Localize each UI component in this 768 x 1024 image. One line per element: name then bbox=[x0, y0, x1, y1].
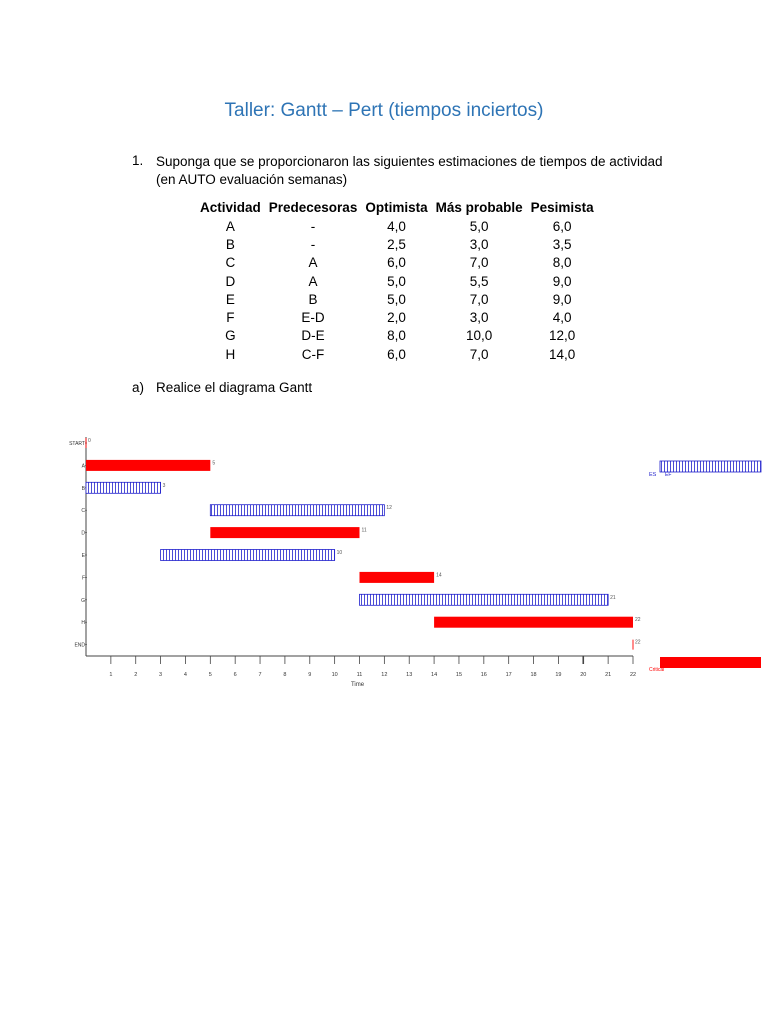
x-tick-label: 2 bbox=[134, 672, 138, 678]
slack-bar bbox=[360, 594, 609, 605]
x-tick-label: 20 bbox=[580, 672, 587, 678]
bar-end-label: 21 bbox=[610, 594, 616, 601]
cell-most-likely: 3,0 bbox=[469, 310, 489, 326]
bar-end-label: 10 bbox=[336, 550, 343, 556]
bar-end-label: 14 bbox=[436, 572, 442, 579]
x-tick-label: 3 bbox=[159, 672, 163, 678]
cell-pessimistic: 9,0 bbox=[552, 273, 572, 289]
subquestion-label: a) bbox=[132, 380, 145, 395]
cell-predecessors: E-D bbox=[301, 310, 325, 326]
header-optimistic: Optimista bbox=[365, 200, 428, 215]
x-tick-label: 6 bbox=[233, 672, 237, 678]
cell-most-likely: 5,5 bbox=[469, 273, 489, 289]
cell-activity: B bbox=[225, 236, 235, 252]
bar-end-label: 11 bbox=[361, 527, 367, 534]
cell-optimistic: 6,0 bbox=[387, 346, 406, 362]
bar-end-label: 12 bbox=[386, 505, 392, 512]
cell-most-likely: 7,0 bbox=[469, 291, 489, 307]
cell-optimistic: 5,0 bbox=[387, 273, 406, 289]
cell-predecessors: - bbox=[310, 236, 316, 252]
cell-activity: F bbox=[226, 310, 235, 326]
bar-end-label: 5 bbox=[212, 460, 216, 467]
cell-predecessors: D-E bbox=[301, 328, 325, 344]
cell-activity: G bbox=[225, 328, 236, 344]
question-line-1: Suponga que se proporcionaron las siguientes estimaciones de tiempos de actividad bbox=[156, 154, 663, 169]
cell-activity: D bbox=[225, 273, 236, 289]
x-tick-label: 15 bbox=[455, 672, 463, 678]
x-tick-label: 9 bbox=[308, 672, 312, 678]
x-tick-label: 22 bbox=[629, 672, 637, 678]
cell-optimistic: 4,0 bbox=[387, 218, 406, 234]
header-pessimistic: Pesimista bbox=[530, 200, 594, 215]
cell-activity: A bbox=[225, 218, 235, 234]
x-tick-label: 17 bbox=[505, 672, 512, 678]
x-tick-label: 8 bbox=[283, 672, 287, 678]
x-tick-label: 7 bbox=[258, 672, 262, 678]
row-label: C bbox=[81, 508, 85, 515]
x-tick-label: 13 bbox=[406, 672, 413, 678]
cell-pessimistic: 6,0 bbox=[552, 218, 572, 234]
row-label: START bbox=[69, 441, 85, 447]
cell-optimistic: 5,0 bbox=[387, 291, 406, 307]
cell-predecessors: C-F bbox=[301, 346, 325, 362]
slack-bar bbox=[210, 505, 384, 516]
bar-end-label: 3 bbox=[162, 482, 166, 489]
row-label: END bbox=[74, 642, 85, 649]
slack-bar bbox=[161, 550, 335, 561]
cell-predecessors: A bbox=[308, 255, 318, 271]
x-tick-label: 10 bbox=[331, 672, 338, 678]
cell-most-likely: 7,0 bbox=[469, 346, 489, 362]
cell-predecessors: A bbox=[308, 273, 318, 289]
row-label: B bbox=[81, 485, 85, 492]
cell-pessimistic: 8,0 bbox=[552, 255, 572, 271]
cell-optimistic: 2,5 bbox=[387, 236, 406, 252]
cell-optimistic: 8,0 bbox=[387, 328, 406, 344]
cell-activity: H bbox=[225, 346, 236, 362]
legend-label-ef: EF bbox=[665, 472, 672, 478]
cell-activity: E bbox=[225, 291, 235, 307]
row-label: F bbox=[81, 575, 85, 582]
x-tick-label: 12 bbox=[381, 672, 388, 678]
cell-pessimistic: 3,5 bbox=[552, 236, 572, 252]
cell-predecessors: B bbox=[308, 291, 318, 307]
legend-label-es: ES bbox=[649, 472, 657, 478]
x-tick-label: 18 bbox=[530, 672, 537, 678]
cell-activity: C bbox=[225, 255, 236, 271]
cell-most-likely: 5,0 bbox=[469, 218, 489, 234]
subquestion-text: Realice el diagrama Gantt bbox=[156, 380, 313, 395]
cell-predecessors: - bbox=[310, 218, 316, 234]
cell-pessimistic: 4,0 bbox=[552, 310, 572, 326]
row-label: E bbox=[81, 553, 85, 559]
question-line-2: (en AUTO evaluación semanas) bbox=[156, 172, 348, 187]
question-number: 1. bbox=[132, 153, 144, 168]
x-tick-label: 4 bbox=[183, 672, 187, 678]
cell-optimistic: 6,0 bbox=[387, 255, 406, 271]
row-label: H bbox=[81, 620, 85, 627]
milestone-label: 0 bbox=[88, 438, 91, 444]
x-tick-label: 1 bbox=[109, 672, 113, 678]
slack-bar bbox=[86, 482, 161, 493]
cell-most-likely: 7,0 bbox=[469, 255, 489, 271]
critical-bar bbox=[210, 527, 359, 538]
cell-pessimistic: 9,0 bbox=[552, 291, 572, 307]
row-label: D bbox=[81, 530, 85, 537]
legend-swatch-critical bbox=[660, 657, 761, 668]
cell-optimistic: 2,0 bbox=[387, 310, 406, 326]
legend-label-critical: Critical bbox=[649, 667, 665, 673]
document-title: Taller: Gantt – Pert (tiempos inciertos) bbox=[224, 100, 544, 121]
legend-swatch-slack bbox=[660, 461, 761, 472]
milestone-label: 22 bbox=[635, 639, 641, 646]
x-axis-title: Time bbox=[350, 682, 365, 688]
x-tick-label: 16 bbox=[480, 672, 487, 678]
bar-end-label: 22 bbox=[635, 617, 641, 624]
header-activity: Actividad bbox=[200, 200, 261, 215]
row-label: A bbox=[81, 463, 85, 470]
cell-pessimistic: 14,0 bbox=[549, 346, 576, 362]
row-label: G bbox=[81, 597, 85, 604]
x-tick-label: 21 bbox=[605, 672, 612, 678]
header-most-likely: Más probable bbox=[435, 200, 523, 215]
critical-bar bbox=[434, 617, 633, 628]
x-tick-label: 14 bbox=[431, 672, 438, 678]
x-tick-label: 11 bbox=[356, 672, 363, 678]
header-predecessors: Predecesoras bbox=[268, 200, 358, 215]
x-tick-label: 5 bbox=[208, 672, 212, 678]
cell-most-likely: 3,0 bbox=[469, 236, 489, 252]
critical-bar bbox=[86, 460, 210, 471]
cell-pessimistic: 12,0 bbox=[549, 328, 576, 344]
cell-most-likely: 10,0 bbox=[465, 328, 493, 344]
x-tick-label: 19 bbox=[555, 672, 562, 678]
critical-bar bbox=[360, 572, 435, 583]
